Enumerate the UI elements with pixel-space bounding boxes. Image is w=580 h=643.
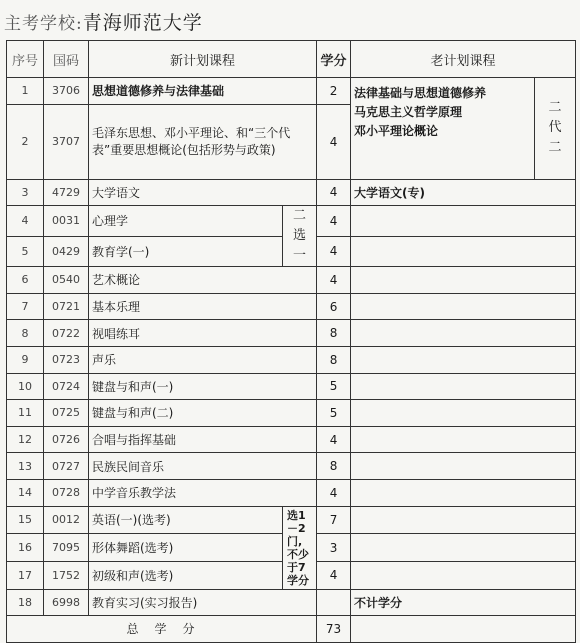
- header-label: 主考学校:: [4, 14, 83, 34]
- col-new-courses: 新计划课程: [89, 41, 317, 78]
- document-header: [4, 8, 203, 35]
- table-row: 2 3707 毛泽东思想、邓小平理论、和“三个代表”重要思想概论(包括形势与政策) 4: [7, 104, 576, 179]
- table-row: 17 1752 初级和声(选考) 4: [7, 561, 576, 589]
- old-course-group-note: 二代二: [535, 78, 576, 180]
- total-row: [7, 616, 576, 643]
- course-table: [6, 40, 576, 643]
- col-seq: 序号: [7, 41, 44, 78]
- total-label: 总 学 分: [7, 616, 317, 643]
- table-header-row: [7, 41, 576, 78]
- table-row: 14 0728 中学音乐教学法 4: [7, 479, 576, 506]
- table-row: 16 7095 形体舞蹈(选考) 3: [7, 534, 576, 562]
- table-row: 12 0726 合唱与指挥基础 4: [7, 426, 576, 453]
- table-row: 5 0429 教育学(一) 4: [7, 236, 576, 267]
- col-credit: 学分: [317, 41, 351, 78]
- table-row: 18 6998 教育实习(实习报告) 不计学分: [7, 589, 576, 616]
- table-row: 15 0012 英语(一)(选考) 选1－2门,不少于7学分 7: [7, 506, 576, 534]
- school-name: 青海师范大学: [82, 12, 203, 34]
- table-row: 11 0725 键盘与和声(二) 5: [7, 400, 576, 427]
- table-row: 13 0727 民族民间音乐 8: [7, 453, 576, 480]
- table-row: 6 0540 艺术概论 4: [7, 267, 576, 294]
- table-row: 9 0723 声乐 8: [7, 346, 576, 373]
- col-old-courses: 老计划课程: [351, 41, 576, 78]
- choose-note: 二选一: [283, 206, 317, 267]
- table-row: 7 0721 基本乐理 6: [7, 293, 576, 320]
- table-row: 4 0031 心理学 二选一 4: [7, 206, 576, 237]
- table-row: 8 0722 视唱练耳 8: [7, 320, 576, 347]
- total-value: 73: [317, 616, 351, 643]
- table-row: 1 3706 思想道德修养与法律基础 2 法律基础与思想道德修养 马克思主义哲学原理 邓小平理论概论 二代二: [7, 78, 576, 105]
- old-course-group: 法律基础与思想道德修养 马克思主义哲学原理 邓小平理论概论: [351, 78, 535, 180]
- table-row: 10 0724 键盘与和声(一) 5: [7, 373, 576, 400]
- col-code: 国码: [44, 41, 89, 78]
- elective-note: 选1－2门,不少于7学分: [283, 506, 317, 589]
- table-row: 3 4729 大学语文 4 大学语文(专): [7, 179, 576, 206]
